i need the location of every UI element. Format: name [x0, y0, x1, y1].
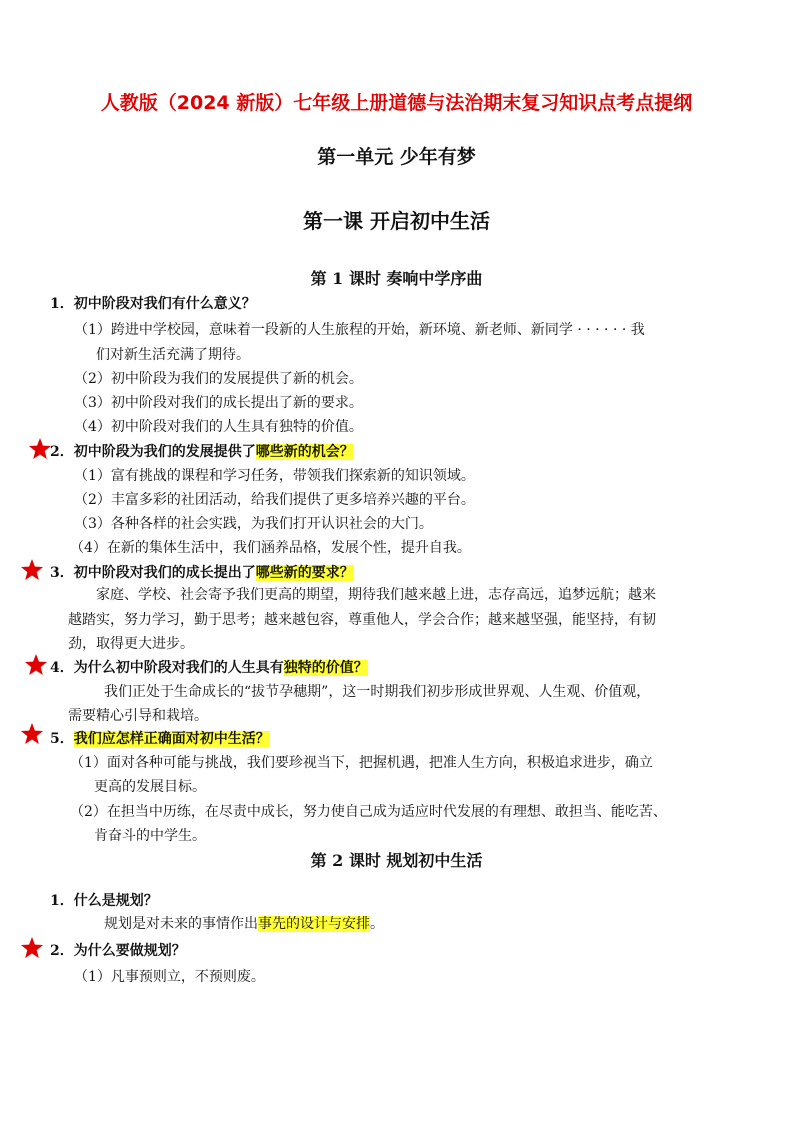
- section-title-1: 第 1 课时 奏响中学序曲: [310, 269, 483, 288]
- question-1-3: 3．初中阶段对我们的成长提出了哪些新的要求？: [50, 565, 354, 581]
- question-1-2: 2．初中阶段为我们的发展提供了哪些新的机会？: [50, 444, 354, 460]
- question-1-1: 1．初中阶段对我们有什么意义？: [50, 296, 256, 312]
- answer-text: 我们正处于生命成长的“拔节孕穗期”，这一时期我们初步形成世界观、人生观、价值观，: [104, 684, 651, 700]
- answer-text: 规划是对未来的事情作出事先的设计与安排。: [104, 916, 384, 932]
- answer-text: 需要精心引导和栽培。: [68, 708, 208, 724]
- answer-text: 们对新生活充满了期待。: [96, 347, 250, 363]
- answer-text: 肯奋斗的中学生。: [94, 828, 206, 844]
- question-1-5: 5．我们应怎样正确面对初中生活？: [50, 731, 270, 747]
- star-icon: [28, 437, 52, 461]
- answer-text: 越踏实，努力学习，勤于思考；越来越包容，尊重他人，学会合作；越来越坚强，能坚持，有韧: [68, 612, 656, 628]
- answer-text: （1）凡事预则立，不预则废。: [74, 969, 265, 985]
- highlight: 哪些新的要求？: [255, 565, 354, 581]
- question-1-4: 4．为什么初中阶段对我们的人生具有独特的价值？: [50, 660, 368, 676]
- highlight: 哪些新的机会？: [255, 444, 354, 460]
- unit-title: 第一单元 少年有梦: [317, 146, 476, 168]
- star-icon: [20, 936, 44, 960]
- section-title-2: 第 2 课时 规划初中生活: [310, 851, 483, 870]
- document-title: 人教版（2024 新版）七年级上册道德与法治期末复习知识点考点提纲: [100, 92, 693, 114]
- answer-text: （4）在新的集体生活中，我们涵养品格，发展个性，提升自我。: [70, 540, 471, 556]
- answer-text: 劲，取得更大进步。: [68, 636, 194, 652]
- answer-text: （1）富有挑战的课程和学习任务，带领我们探索新的知识领域。: [74, 468, 475, 484]
- highlight: 独特的价值？: [283, 660, 368, 676]
- highlight: 事先的设计与安排: [258, 916, 370, 932]
- question-2-2: 2．为什么要做规划？: [50, 943, 186, 959]
- answer-text: （2）在担当中历练，在尽责中成长，努力使自己成为适应时代发展的有理想、敢担当、能吃苦、: [70, 804, 667, 820]
- question-2-1: 1．什么是规划？: [50, 893, 158, 909]
- answer-text: （1）面对各种可能与挑战，我们要珍视当下，把握机遇，把准人生方向，积极追求进步，确立: [70, 755, 653, 771]
- answer-text: （3）各种各样的社会实践，为我们打开认识社会的大门。: [74, 516, 433, 532]
- answer-text: （2）丰富多彩的社团活动，给我们提供了更多培养兴趣的平台。: [74, 492, 475, 508]
- answer-text: （3）初中阶段对我们的成长提出了新的要求。: [74, 395, 363, 411]
- lesson-title: 第一课 开启初中生活: [303, 209, 490, 233]
- star-icon: [20, 558, 44, 582]
- answer-text: （4）初中阶段对我们的人生具有独特的价值。: [74, 419, 363, 435]
- answer-text: （1）跨进中学校园，意味着一段新的人生旅程的开始，新环境、新老师、新同学 · · · · · · 我: [74, 322, 645, 338]
- answer-text: （2）初中阶段为我们的发展提供了新的机会。: [74, 371, 363, 387]
- star-icon: [20, 722, 44, 746]
- star-icon: [24, 653, 48, 677]
- answer-text: 更高的发展目标。: [94, 779, 206, 795]
- answer-text: 家庭、学校、社会寄予我们更高的期望，期待我们越来越上进，志存高远，追梦远航；越来: [96, 587, 656, 603]
- highlight: 我们应怎样正确面对初中生活？: [73, 731, 270, 747]
